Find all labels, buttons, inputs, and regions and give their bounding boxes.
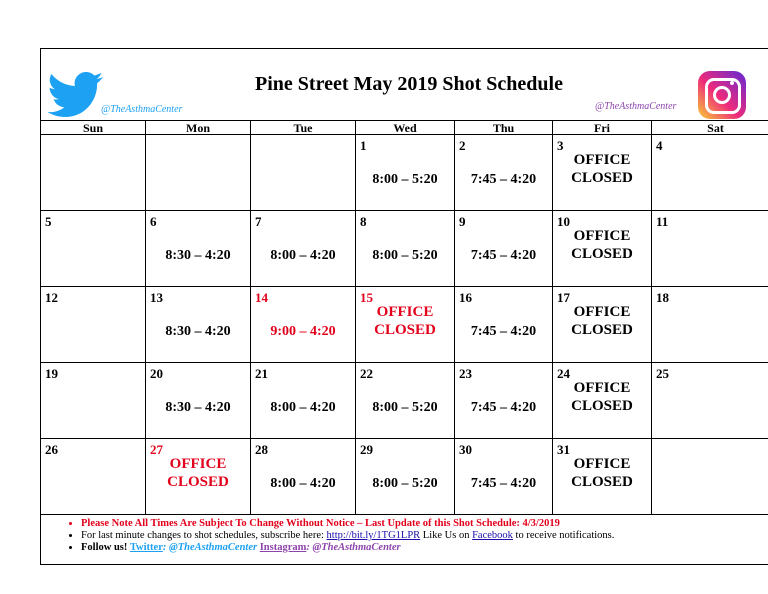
twitter-handle-header: @TheAsthmaCenter xyxy=(101,104,183,115)
shot-hours: 7:45 – 4:20 xyxy=(470,324,537,339)
subscribe-note xyxy=(81,530,768,541)
calendar-day-cell xyxy=(146,135,251,211)
calendar-day-cell xyxy=(146,439,251,515)
day-number: 23 xyxy=(459,366,472,381)
calendar-day-cell xyxy=(652,135,768,211)
calendar-day-cell xyxy=(455,211,553,287)
instagram-handle-header: @TheAsthmaCenter xyxy=(595,101,677,112)
twitter-handle-footer: @TheAsthmaCenter xyxy=(169,542,258,553)
calendar-day-cell xyxy=(553,287,652,363)
day-number: 9 xyxy=(459,214,466,229)
calendar-day-cell xyxy=(553,211,652,287)
calendar-day-cell xyxy=(652,439,768,515)
day-number: 2 xyxy=(459,138,466,153)
day-number: 4 xyxy=(656,138,663,153)
office-closed-label: OFFICE CLOSED xyxy=(571,456,633,490)
like-text: Like Us on xyxy=(420,530,473,541)
calendar-day-cell xyxy=(652,211,768,287)
shot-hours: 8:00 – 4:20 xyxy=(270,248,336,263)
office-closed-label: OFFICE CLOSED xyxy=(571,304,633,338)
day-number: 24 xyxy=(557,366,570,381)
day-header-wed: Wed xyxy=(356,121,455,135)
calendar-day-cell xyxy=(251,363,356,439)
calendar-day-cell xyxy=(455,363,553,439)
instagram-handle-footer: @TheAsthmaCenter xyxy=(312,542,401,553)
shot-hours: 9:00 – 4:20 xyxy=(270,324,336,339)
day-number: 20 xyxy=(150,366,163,381)
day-number: 21 xyxy=(255,366,268,381)
calendar-day-cell xyxy=(455,287,553,363)
shot-hours: 7:45 – 4:20 xyxy=(470,248,537,263)
header xyxy=(41,49,768,121)
calendar-day-cell xyxy=(251,135,356,211)
office-closed-label: OFFICE CLOSED xyxy=(167,456,229,490)
day-number: 12 xyxy=(45,290,58,305)
subscribe-text: For last minute changes to shot schedules, subscribe here: xyxy=(81,530,327,541)
day-number: 16 xyxy=(459,290,472,305)
shot-hours: 8:00 – 4:20 xyxy=(270,476,336,491)
calendar-day-cell xyxy=(553,363,652,439)
day-number: 30 xyxy=(459,442,472,457)
twitter-link[interactable]: Twitter xyxy=(129,542,163,553)
day-header-mon: Mon xyxy=(146,121,251,135)
day-number: 19 xyxy=(45,366,58,381)
shot-hours: 8:00 – 4:20 xyxy=(270,400,336,415)
day-header-tue: Tue xyxy=(251,121,356,135)
calendar-day-cell xyxy=(146,363,251,439)
day-number: 18 xyxy=(656,290,669,305)
calendar-day-cell xyxy=(251,287,356,363)
facebook-link[interactable]: Facebook xyxy=(472,530,513,541)
day-header-thu: Thu xyxy=(455,121,553,135)
calendar-day-cell xyxy=(356,439,455,515)
calendar-day-cell xyxy=(356,363,455,439)
day-number: 3 xyxy=(557,138,564,153)
calendar-day-cell xyxy=(455,135,553,211)
day-number: 1 xyxy=(360,138,367,153)
calendar-day-cell xyxy=(251,211,356,287)
notify-text: to receive notifications. xyxy=(512,530,615,541)
instagram-icon[interactable] xyxy=(698,71,746,119)
day-number: 13 xyxy=(150,290,163,305)
office-closed-label: OFFICE CLOSED xyxy=(571,380,633,414)
day-header-fri: Fri xyxy=(553,121,652,135)
calendar-day-cell xyxy=(553,439,652,515)
day-header-sat: Sat xyxy=(652,121,768,135)
shot-hours: 7:45 – 4:20 xyxy=(470,172,537,187)
calendar-day-cell xyxy=(553,135,652,211)
calendar-day-cell xyxy=(356,287,455,363)
shot-hours: 8:30 – 4:20 xyxy=(165,324,231,339)
follow-note: • Follow us! Twitter: @TheAsthmaCenter Instagram: @TheAsthmaCenter xyxy=(81,542,768,553)
day-number: 14 xyxy=(255,290,268,305)
calendar-day-cell xyxy=(41,211,146,287)
shot-hours: 8:00 – 5:20 xyxy=(372,476,438,491)
day-number: 22 xyxy=(360,366,373,381)
day-header-sun: Sun xyxy=(41,121,146,135)
calendar-day-cell xyxy=(146,287,251,363)
calendar-day-cell xyxy=(41,135,146,211)
day-number: 17 xyxy=(557,290,570,305)
shot-hours: 7:45 – 4:20 xyxy=(470,400,537,415)
day-number: 11 xyxy=(656,214,669,229)
shot-hours: 8:30 – 4:20 xyxy=(165,400,231,415)
day-number: 10 xyxy=(557,214,570,229)
day-number: 25 xyxy=(656,366,669,381)
day-number: 8 xyxy=(360,214,367,229)
calendar-day-cell xyxy=(146,211,251,287)
day-number: 27 xyxy=(150,442,163,457)
calendar-day-cell xyxy=(41,439,146,515)
change-notice: • Please Note All Times Are Subject To Change Without Notice – Last Update of this Shot Schedule: 4/3/2019 xyxy=(81,518,768,529)
day-number: 31 xyxy=(557,442,570,457)
notes-section xyxy=(41,514,768,566)
day-number: 15 xyxy=(360,290,373,305)
calendar-day-cell xyxy=(455,439,553,515)
subscribe-link[interactable]: http://bit.ly/1TG1LPR xyxy=(326,530,421,541)
day-number: 7 xyxy=(255,214,262,229)
calendar-day-cell xyxy=(41,287,146,363)
office-closed-label: OFFICE CLOSED xyxy=(571,228,633,262)
day-number: 6 xyxy=(150,214,157,229)
follow-label: Follow us! xyxy=(81,542,130,553)
shot-hours: 8:00 – 5:20 xyxy=(372,248,438,263)
day-number: 5 xyxy=(45,214,52,229)
day-number: 29 xyxy=(360,442,373,457)
office-closed-label: OFFICE CLOSED xyxy=(571,152,633,186)
schedule-sheet xyxy=(40,48,768,565)
instagram-link[interactable]: Instagram xyxy=(259,542,307,553)
shot-hours: 8:00 – 5:20 xyxy=(372,400,438,415)
day-number: 26 xyxy=(45,442,58,457)
calendar-day-cell xyxy=(652,287,768,363)
day-number: 28 xyxy=(255,442,268,457)
shot-hours: 8:00 – 5:20 xyxy=(372,172,438,187)
page-title: Pine Street May 2019 Shot Schedule xyxy=(255,73,563,95)
shot-hours: 7:45 – 4:20 xyxy=(470,476,537,491)
calendar-day-cell xyxy=(41,363,146,439)
office-closed-label: OFFICE CLOSED xyxy=(374,304,436,338)
calendar-day-cell xyxy=(356,135,455,211)
calendar-day-cell xyxy=(652,363,768,439)
calendar-day-cell xyxy=(251,439,356,515)
calendar-day-cell xyxy=(356,211,455,287)
shot-hours: 8:30 – 4:20 xyxy=(165,248,231,263)
